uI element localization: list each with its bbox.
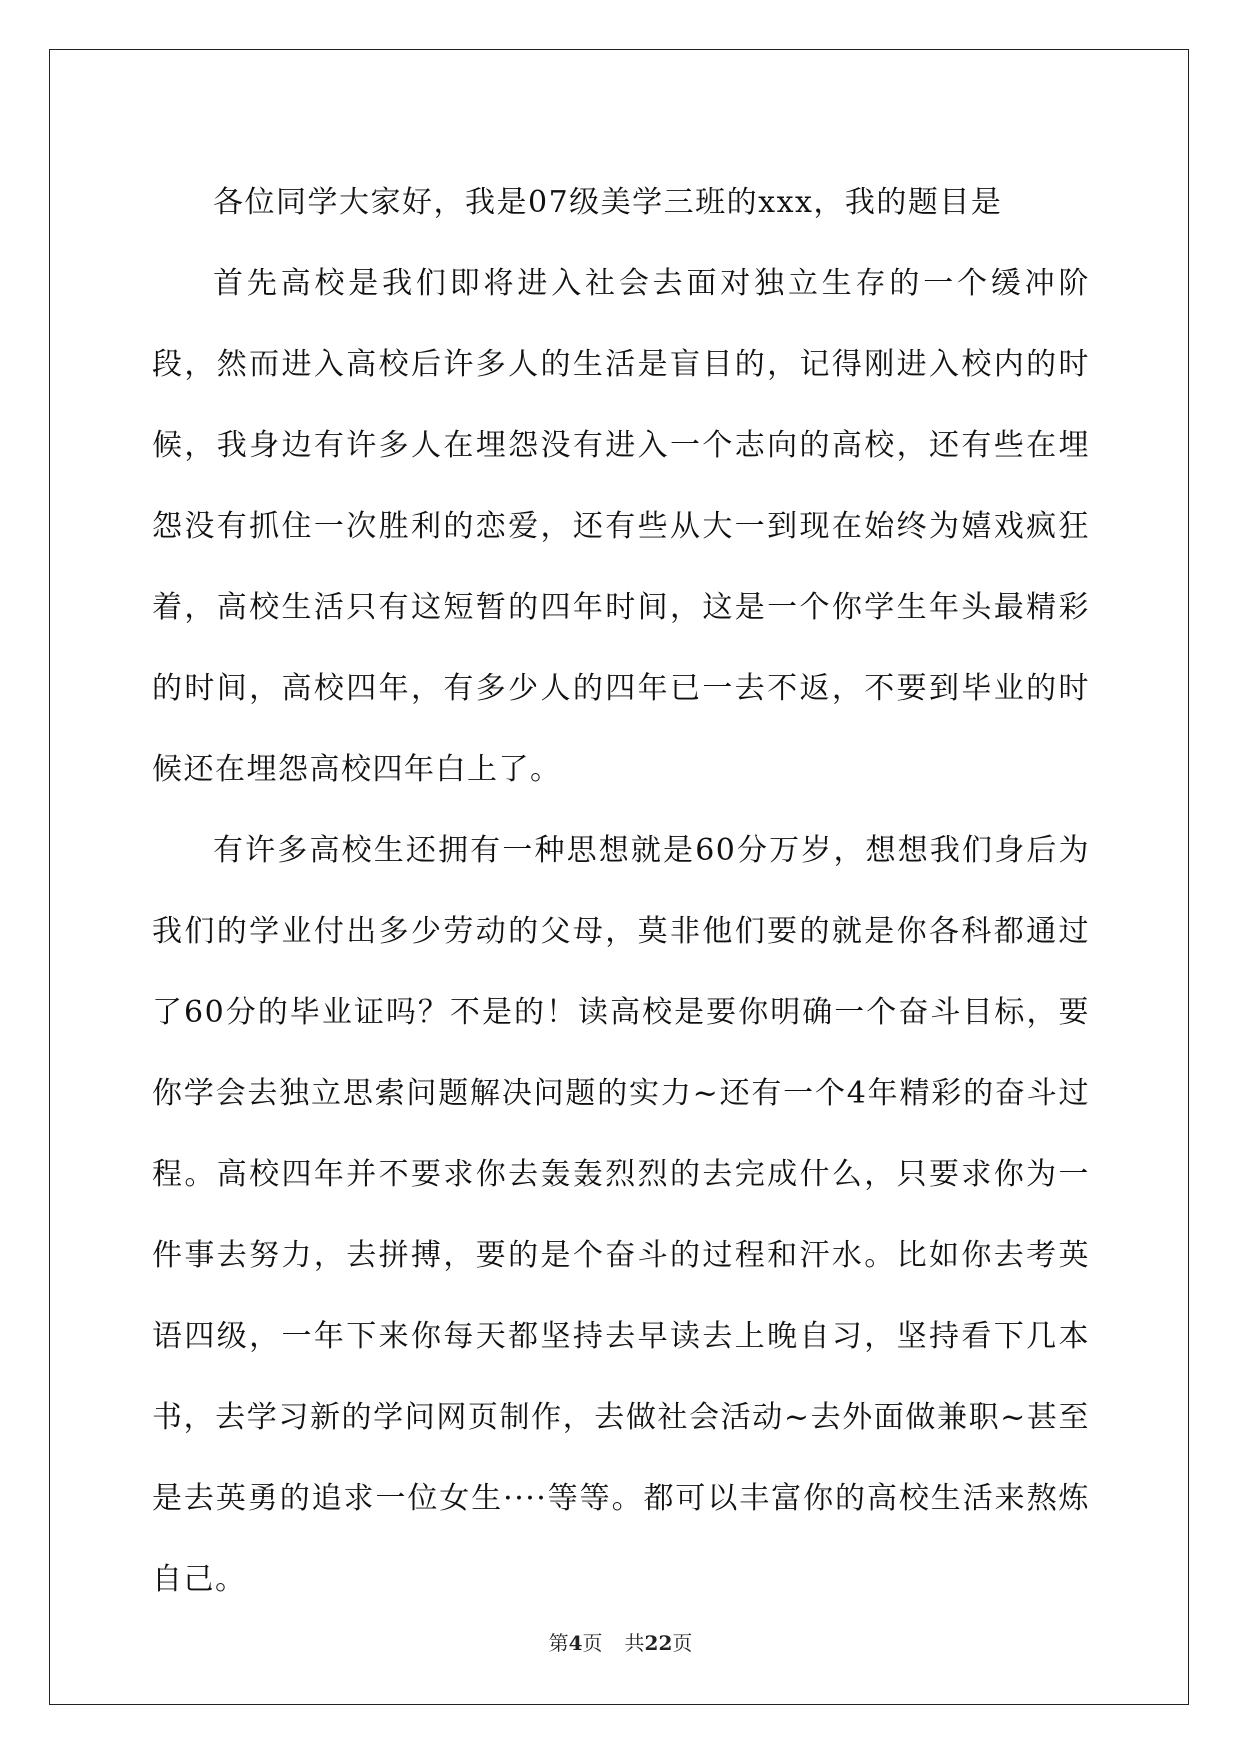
paragraph: 有许多高校生还拥有一种思想就是60分万岁，想想我们身后为我们的学业付出多少劳动的父母，莫非他们要的就是你各科都通过了60分的毕业证吗？不是的！读高校是要你明确一个奋斗目标，要你学会去独立思索问题解决问题的实力~还有一个4年精彩的奋斗过程。高校四年并不要求你去轰轰烈烈的去完成什么，只要求你为一件事去努力，去拼搏，要的是个奋斗的过程和汗水。比如你去考英语四级，一年下来你每天都坚持去早读去上晚自习，坚持看下几本书，去学习新的学问网页制作，去做社会活动~去外面做兼职~甚至是去英勇的追求一位女生····等等。都可以丰富你的高校生活来熬炼自己。 [152, 833, 1090, 1597]
total-label-suffix: 页 [672, 1631, 693, 1655]
paragraph: 首先高校是我们即将进入社会去面对独立生存的一个缓冲阶段，然而进入高校后许多人的生活是盲目的，记得刚进入校内的时候，我身边有许多人在埋怨没有进入一个志向的高校，还有些在埋怨没有抓住一次胜利的恋爱，还有些从大一到现在始终为嬉戏疯狂着，高校生活只有这短暂的四年时间，这是一个你学生年头最精彩的时间，高校四年，有多少人的四年已一去不返，不要到毕业的时候还在埋怨高校四年白上了。 [152, 266, 1090, 787]
page-label-suffix: 页 [582, 1631, 603, 1655]
document-body [152, 162, 1090, 1620]
page-number: 4 [568, 1631, 583, 1655]
page-footer [0, 1630, 1241, 1656]
total-pages: 22 [644, 1631, 673, 1655]
page-label-prefix: 第 [548, 1631, 569, 1655]
paragraph: 各位同学大家好，我是07级美学三班的xxx，我的题目是 [213, 185, 1003, 220]
total-label-prefix: 共 [624, 1631, 645, 1655]
